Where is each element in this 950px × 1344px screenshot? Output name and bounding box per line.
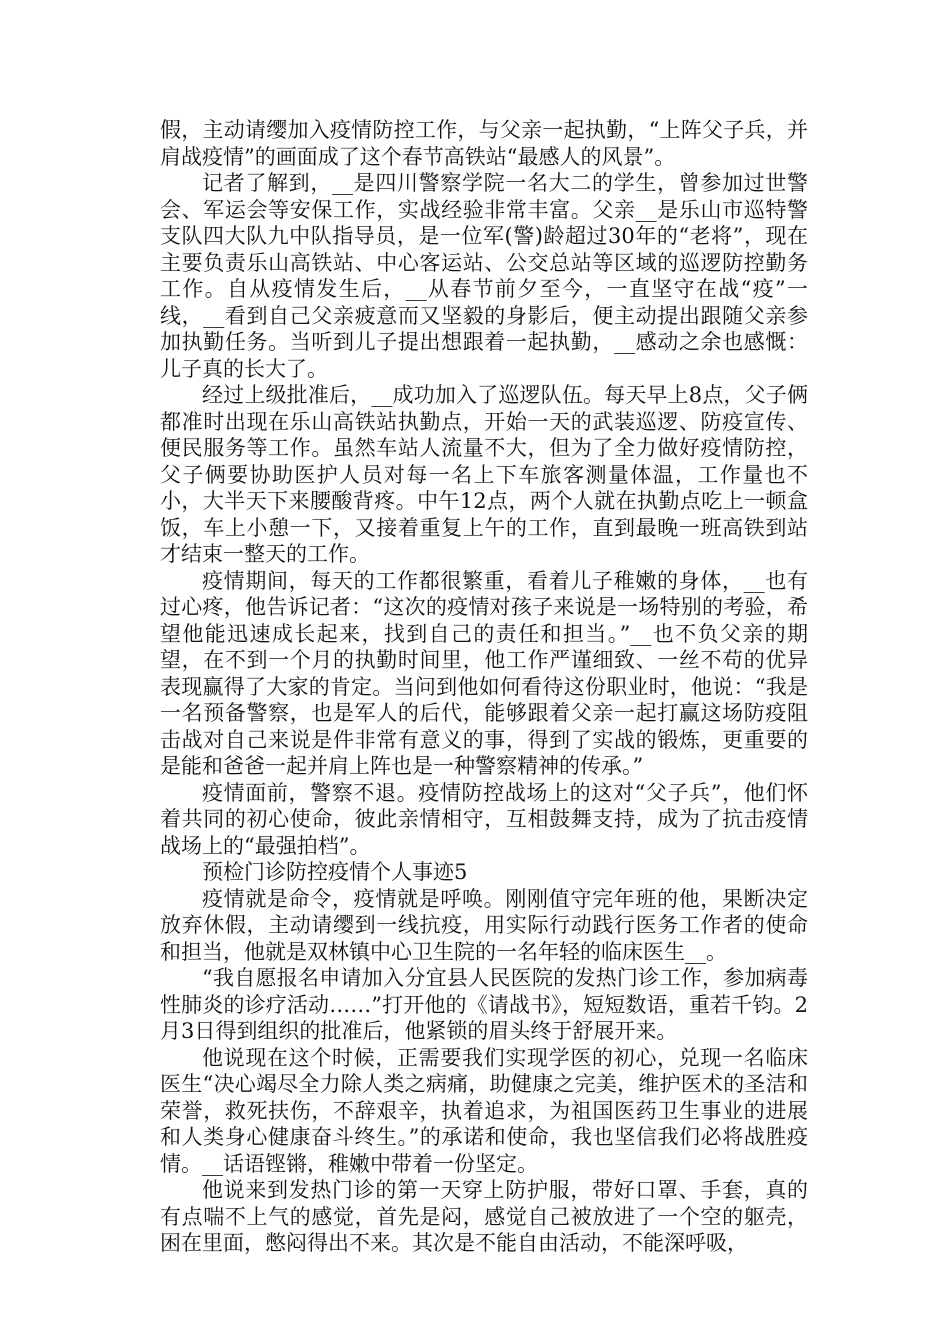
paragraph-continued: 假，主动请缨加入疫情防控工作，与父亲一起执勤，“上阵父子兵，并肩战疫情”的画面成了这个春节高铁站“最感人的风景”。 [160, 118, 808, 169]
paragraph-application: “我自愿报名申请加入分宜县人民医院的发热门诊工作，参加病毒性肺炎的诊疗活动……”打开他的《请战书》，短短数语，重若千钧。2月3日得到组织的批准后，他紧锁的眉头终于舒展开来。 [160, 966, 808, 1043]
document-page [160, 117, 808, 1257]
paragraph-first-day: 他说来到发热门诊的第一天穿上防护服，带好口罩、手套，真的有点喘不上气的感觉，首先是闷，感觉自己被放进了一个空的躯壳，困在里面，憋闷得出不来。其次是不能自由活动，不能深呼吸， [160, 1178, 808, 1255]
paragraph-epidemic-period: 疫情期间，每天的工作都很繁重，看着儿子稚嫩的身体，__也有过心疼，他告诉记者：“这次的疫情对孩子来说是一场特别的考验，希望他能迅速成长起来，找到自己的责任和担当。”__也不负父亲的期望，在不到一个月的执勤时间里，他工作严谨细致、一丝不苟的优异表现赢得了大家的肯定。当问到他如何看待这份职业时，他说：“我是一名预备警察，也是军人的后代，能够跟着父亲一起打赢这场防疫阻击战对自己来说是件非常有意义的事，得到了实战的锻炼，更重要的是能和爸爸一起并肩上阵也是一种警察精神的传承。” [160, 568, 808, 778]
paragraph-reporter: 记者了解到，__是四川警察学院一名大二的学生，曾参加过世警会、军运会等安保工作，实战经验非常丰富。父亲__是乐山市巡特警支队四大队九中队指导员，是一位军(警)龄超过30年的“老将”，现在主要负责乐山高铁站、中心客运站、公交总站等区域的巡逻防控勤务工作。自从疫情发生后，__从春节前夕至今，一直坚守在战“疫”一线，__看到自己父亲疲意而又坚毅的身影后，便主动提出跟随父亲参加执勤任务。当听到儿子提出想跟着一起执勤，__感动之余也感慨：儿子真的长大了。 [160, 171, 808, 381]
paragraph-command: 疫情就是命令，疫情就是呼唤。刚刚值守完年班的他，果断决定放弃休假，主动请缨到一线抗疫，用实际行动践行医务工作者的使命和担当，他就是双林镇中心卫生院的一名年轻的临床医生__。 [160, 886, 808, 964]
section-heading: 预检门诊防控疫情个人事迹5 [202, 860, 468, 884]
paragraph-father-son: 疫情面前，警察不退。疫情防控战场上的这对“父子兵”，他们怀着共同的初心使命，彼此亲情相守，互相鼓舞支持，成为了抗击疫情战场上的“最强拍档”。 [160, 780, 808, 858]
paragraph-oath: 他说现在这个时候，正需要我们实现学医的初心，兑现一名临床医生“决心竭尽全力除人类之病痛，助健康之完美，维护医术的圣洁和荣誉，救死扶伤，不辞艰辛，执着追求，为祖国医药卫生事业的进展和人类身心健康奋斗终生。”的承诺和使命，我也坚信我们必将战胜疫情。__话语铿锵，稚嫩中带着一份坚定。 [160, 1045, 808, 1176]
paragraph-patrol: 经过上级批准后，__成功加入了巡逻队伍。每天早上8点，父子俩都准时出现在乐山高铁站执勤点，开始一天的武装巡逻、防疫宣传、便民服务等工作。虽然车站人流量不大，但为了全力做好疫情防控，父子俩要协助医护人员对每一名上下车旅客测量体温，工作量也不小，大半天下来腰酸背疼。中午12点，两个人就在执勤点吃上一顿盒饭，车上小憩一下，又接着重复上午的工作，直到最晚一班高铁到站才结束一整天的工作。 [160, 383, 808, 566]
